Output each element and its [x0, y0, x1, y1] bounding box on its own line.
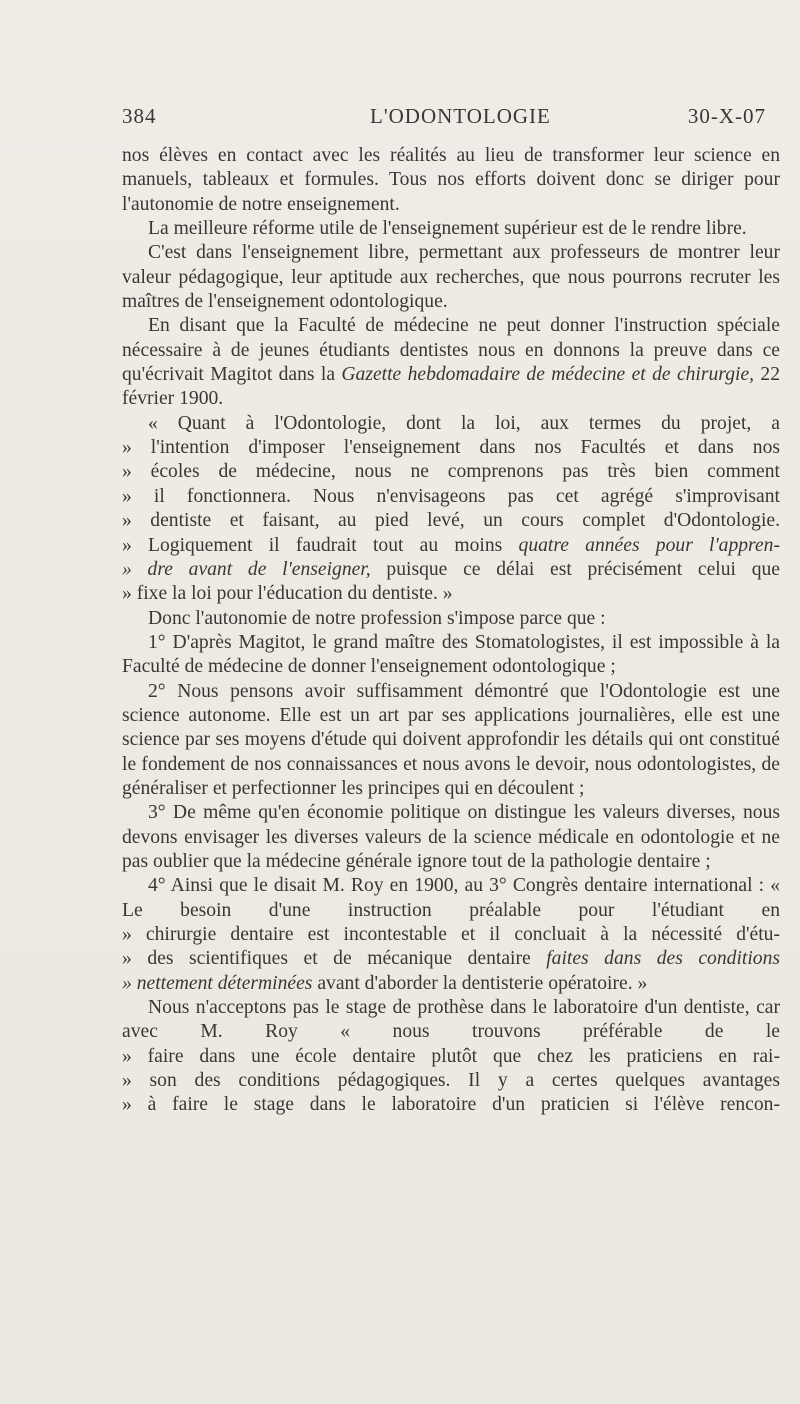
body-text [122, 144, 780, 1118]
list-item: 3° De même qu'en économie politique on distingue les valeurs diverses, nous devons envisager les diverses valeurs de la science médicale en odontologie et ne pas oublier que la médecine générale ignore tout de la pathologie dentaire ; [122, 802, 780, 872]
list-item: 1° D'après Magitot, le grand maître des Stomatologistes, il est impossible à la Faculté de médecine de donner l'enseignement odontologique ; [122, 631, 780, 678]
quote-line: » à faire le stage dans le laboratoire d'un praticien si l'élève rencon- [122, 1094, 780, 1116]
quote-line: » dentiste et faisant, au pied levé, un cours complet d'Odontologie. [122, 510, 780, 532]
paragraph: nos élèves en contact avec les réalités au lieu de transformer leur science en manuels, tableaux et formules. Tous nos efforts doivent donc se diriger pour l'autonomie de notre enseignement. [122, 145, 780, 215]
quote-line: » faire dans une école dentaire plutôt que chez les praticiens en rai- [122, 1045, 780, 1067]
quote-line: » il fonctionnera. Nous n'envisageons pas cet agrégé s'improvisant [122, 485, 780, 507]
quote-line: » l'intention d'imposer l'enseignement dans nos Facultés et dans nos [122, 437, 780, 459]
quote-line: » des scientifiques et de mécanique dentaire faites dans des conditions [122, 948, 780, 970]
quote-line: » fixe la loi pour l'éducation du dentiste. » [122, 583, 453, 605]
paragraph: Nous n'acceptons pas le stage de prothèse dans le laboratoire d'un dentiste, car avec M. Roy « nous trouvons préférable de le [122, 997, 780, 1043]
list-item: 2° Nous pensons avoir suffisamment démontré que l'Odontologie est une science autonome. Elle est un art par ses applications journalières, elle est une science par ses moyens d'étude qui doivent approfondir les détails qui ont constitué le fondement de nos connaissances et nous avons le devoir, nous odontologistes, de généraliser et perfectionner les principes qui en découlent ; [122, 680, 780, 799]
running-title: L'ODONTOLOGIE [370, 104, 551, 128]
paragraph: Donc l'autonomie de notre profession s'impose parce que : [148, 607, 606, 629]
quote-line: » écoles de médecine, nous ne comprenons pas très bien comment [122, 461, 780, 483]
quote-line: » nettement déterminées avant d'aborder la dentisterie opératoire. » [122, 972, 648, 994]
paragraph: La meilleure réforme utile de l'enseignement supérieur est de le rendre libre. [148, 218, 747, 240]
quote-line: » chirurgie dentaire est incontestable et il concluait à la nécessité d'étu- [122, 924, 780, 945]
list-item: 4° Ainsi que le disait M. Roy en 1900, au 3° Congrès dentaire international : « Le besoin d'une instruction préalable pour l'étudiant en [122, 875, 780, 921]
paragraph: En disant que la Faculté de médecine ne peut donner l'instruction spéciale nécessaire à de jeunes étudiants dentistes nous en donnons la preuve dans ce qu'écrivait Magitot dans la Gazette hebdomadaire de médecine et de chirurgie, 22 février 1900. [122, 315, 780, 410]
issue-date: 30-X-07 [687, 104, 766, 128]
quote-line: » dre avant de l'enseigner, puisque ce délai est précisément celui que [122, 558, 780, 580]
quote-line: » son des conditions pédagogiques. Il y a certes quelques avantages [122, 1070, 780, 1092]
quote-line: » Logiquement il faudrait tout au moins quatre années pour l'appren- [122, 534, 780, 556]
quote-line: « Quant à l'Odontologie, dont la loi, aux termes du projet, a [148, 412, 780, 434]
page-number: 384 [122, 104, 157, 128]
journal-title: Gazette hebdomadaire de médecine et de chirurgie, [341, 364, 755, 386]
running-header [122, 104, 766, 134]
paragraph: C'est dans l'enseignement libre, permettant aux professeurs de montrer leur valeur pédagogique, leur aptitude aux recherches, que nous pourrons recruter les maîtres de l'enseignement odontologique. [122, 242, 780, 313]
